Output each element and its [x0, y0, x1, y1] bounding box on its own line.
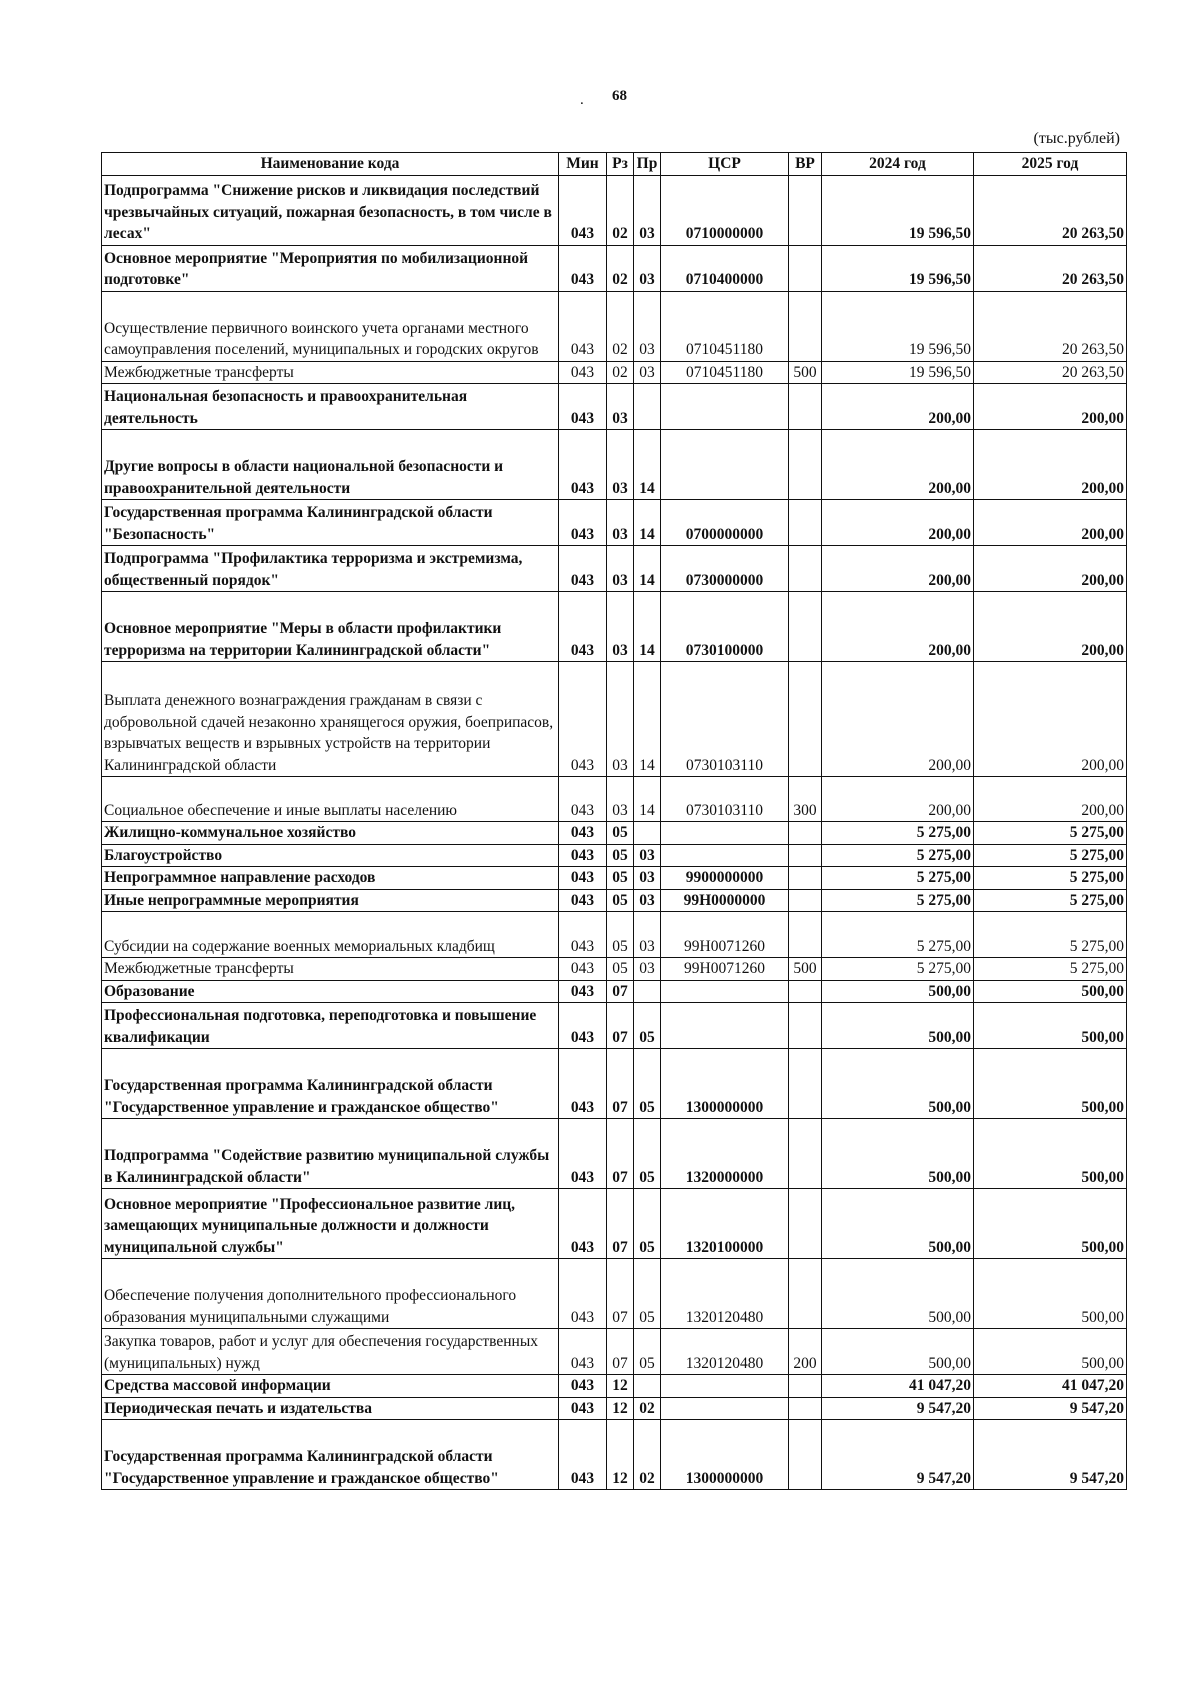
- table-row: [102, 1189, 1127, 1259]
- cell-rz: 03: [607, 546, 634, 592]
- cell-csr: 1300000000: [661, 1049, 789, 1119]
- cell-2025: 5 275,00: [974, 867, 1127, 890]
- cell-2024: 5 275,00: [822, 958, 974, 981]
- cell-min: 043: [559, 1049, 607, 1119]
- cell-2024: 41 047,20: [822, 1375, 974, 1398]
- cell-2024: 5 275,00: [822, 822, 974, 845]
- cell-2025: 20 263,50: [974, 361, 1127, 384]
- cell-2024: 5 275,00: [822, 867, 974, 890]
- cell-2025: 5 275,00: [974, 889, 1127, 912]
- col-header-vr: ВР: [789, 153, 822, 176]
- cell-min: 043: [559, 958, 607, 981]
- cell-2025: 500,00: [974, 1003, 1127, 1049]
- cell-rz: 05: [607, 822, 634, 845]
- cell-name: Подпрограмма "Снижение рисков и ликвидация последствий чрезвычайных ситуаций, пожарная безопасность, в том числе в лесах": [102, 175, 559, 245]
- cell-2024: 5 275,00: [822, 912, 974, 958]
- table-row: [102, 430, 1127, 500]
- table-row: [102, 1329, 1127, 1375]
- cell-csr: 99Н0000000: [661, 889, 789, 912]
- cell-vr: [789, 1189, 822, 1259]
- cell-name: Профессиональная подготовка, переподготовка и повышение квалификации: [102, 1003, 559, 1049]
- cell-2024: 9 547,20: [822, 1397, 974, 1420]
- cell-csr: 99Н0071260: [661, 912, 789, 958]
- cell-rz: 12: [607, 1375, 634, 1398]
- col-header-name: Наименование кода: [102, 153, 559, 176]
- cell-csr: 1300000000: [661, 1420, 789, 1490]
- cell-name: Образование: [102, 980, 559, 1003]
- cell-pr: 14: [634, 777, 661, 822]
- cell-min: 043: [559, 1329, 607, 1375]
- cell-vr: [789, 912, 822, 958]
- cell-min: 043: [559, 912, 607, 958]
- cell-2025: 200,00: [974, 430, 1127, 500]
- cell-min: 043: [559, 384, 607, 430]
- cell-rz: 03: [607, 500, 634, 546]
- cell-min: 043: [559, 1420, 607, 1490]
- cell-csr: 0710451180: [661, 291, 789, 361]
- cell-vr: [789, 1397, 822, 1420]
- cell-pr: 14: [634, 592, 661, 662]
- cell-2024: 19 596,50: [822, 291, 974, 361]
- cell-2025: 200,00: [974, 592, 1127, 662]
- cell-name: Выплата денежного вознаграждения гражданам в связи с добровольной сдачей незаконно хранящегося оружия, боеприпасов, взрывчатых веществ и взрывных устройств на территории Калининградской области: [102, 662, 559, 777]
- table-row: [102, 1003, 1127, 1049]
- cell-pr: 02: [634, 1420, 661, 1490]
- cell-2025: 500,00: [974, 1329, 1127, 1375]
- cell-csr: 0730100000: [661, 592, 789, 662]
- cell-name: Социальное обеспечение и иные выплаты населению: [102, 777, 559, 822]
- header-row: [102, 153, 1127, 176]
- page-number: 68: [612, 88, 627, 104]
- cell-2024: 500,00: [822, 1049, 974, 1119]
- cell-min: 043: [559, 777, 607, 822]
- cell-2024: 200,00: [822, 662, 974, 777]
- cell-vr: [789, 175, 822, 245]
- table-row: [102, 912, 1127, 958]
- cell-2025: 5 275,00: [974, 912, 1127, 958]
- cell-csr: 0730000000: [661, 546, 789, 592]
- cell-min: 043: [559, 175, 607, 245]
- cell-vr: [789, 1259, 822, 1329]
- cell-name: Основное мероприятие "Мероприятия по мобилизационной подготовке": [102, 245, 559, 291]
- cell-vr: [789, 1003, 822, 1049]
- table-row: [102, 889, 1127, 912]
- table-body: [102, 175, 1127, 1490]
- cell-2025: 20 263,50: [974, 245, 1127, 291]
- cell-vr: 500: [789, 361, 822, 384]
- cell-vr: [789, 1375, 822, 1398]
- cell-min: 043: [559, 844, 607, 867]
- cell-vr: [789, 500, 822, 546]
- cell-csr: 1320100000: [661, 1189, 789, 1259]
- cell-rz: 03: [607, 592, 634, 662]
- cell-pr: 14: [634, 430, 661, 500]
- cell-pr: 03: [634, 844, 661, 867]
- cell-pr: 03: [634, 175, 661, 245]
- cell-rz: 02: [607, 361, 634, 384]
- cell-csr: 0730103110: [661, 777, 789, 822]
- cell-vr: [789, 291, 822, 361]
- cell-pr: 05: [634, 1119, 661, 1189]
- cell-csr: 99Н0071260: [661, 958, 789, 981]
- cell-vr: [789, 889, 822, 912]
- cell-2025: 500,00: [974, 1049, 1127, 1119]
- cell-name: Обеспечение получения дополнительного профессионального образования муниципальными служащими: [102, 1259, 559, 1329]
- cell-vr: [789, 867, 822, 890]
- cell-min: 043: [559, 1259, 607, 1329]
- cell-min: 043: [559, 361, 607, 384]
- table-row: [102, 384, 1127, 430]
- cell-2025: 500,00: [974, 1119, 1127, 1189]
- cell-pr: 03: [634, 867, 661, 890]
- cell-name: Средства массовой информации: [102, 1375, 559, 1398]
- cell-min: 043: [559, 430, 607, 500]
- cell-csr: 0700000000: [661, 500, 789, 546]
- cell-pr: 05: [634, 1259, 661, 1329]
- cell-name: Периодическая печать и издательства: [102, 1397, 559, 1420]
- cell-csr: 1320120480: [661, 1329, 789, 1375]
- cell-min: 043: [559, 1003, 607, 1049]
- cell-min: 043: [559, 592, 607, 662]
- cell-2025: 200,00: [974, 777, 1127, 822]
- cell-min: 043: [559, 980, 607, 1003]
- cell-vr: 200: [789, 1329, 822, 1375]
- cell-vr: [789, 1049, 822, 1119]
- cell-min: 043: [559, 889, 607, 912]
- cell-rz: 03: [607, 384, 634, 430]
- cell-rz: 03: [607, 662, 634, 777]
- table-row: [102, 1397, 1127, 1420]
- cell-min: 043: [559, 291, 607, 361]
- cell-2025: 500,00: [974, 980, 1127, 1003]
- cell-vr: [789, 662, 822, 777]
- table-row: [102, 777, 1127, 822]
- cell-name: Основное мероприятие "Профессиональное развитие лиц, замещающих муниципальные должности и должности муниципальной службы": [102, 1189, 559, 1259]
- table-row: [102, 867, 1127, 890]
- cell-pr: 05: [634, 1003, 661, 1049]
- cell-pr: 03: [634, 361, 661, 384]
- cell-name: Межбюджетные трансферты: [102, 958, 559, 981]
- cell-name: Субсидии на содержание военных мемориальных кладбищ: [102, 912, 559, 958]
- cell-vr: [789, 430, 822, 500]
- cell-2025: 41 047,20: [974, 1375, 1127, 1398]
- cell-name: Осуществление первичного воинского учета органами местного самоуправления поселений, муниципальных и городских округов: [102, 291, 559, 361]
- cell-rz: 02: [607, 245, 634, 291]
- cell-2025: 5 275,00: [974, 958, 1127, 981]
- cell-2024: 500,00: [822, 980, 974, 1003]
- cell-name: Национальная безопасность и правоохранительная деятельность: [102, 384, 559, 430]
- table-row: [102, 1119, 1127, 1189]
- cell-min: 043: [559, 662, 607, 777]
- cell-csr: [661, 844, 789, 867]
- cell-rz: 05: [607, 912, 634, 958]
- col-header-rz: Рз: [607, 153, 634, 176]
- cell-csr: [661, 1003, 789, 1049]
- cell-pr: 03: [634, 958, 661, 981]
- table-row: [102, 175, 1127, 245]
- cell-name: Непрограммное направление расходов: [102, 867, 559, 890]
- cell-name: Иные непрограммные мероприятия: [102, 889, 559, 912]
- cell-vr: [789, 245, 822, 291]
- cell-rz: 12: [607, 1397, 634, 1420]
- cell-rz: 02: [607, 291, 634, 361]
- cell-pr: 03: [634, 889, 661, 912]
- col-header-2024: 2024 год: [822, 153, 974, 176]
- col-header-min: Мин: [559, 153, 607, 176]
- cell-pr: 05: [634, 1329, 661, 1375]
- table-row: [102, 1259, 1127, 1329]
- cell-pr: [634, 980, 661, 1003]
- cell-rz: 05: [607, 844, 634, 867]
- cell-rz: 07: [607, 1189, 634, 1259]
- table-row: [102, 1420, 1127, 1490]
- cell-min: 043: [559, 867, 607, 890]
- cell-2024: 19 596,50: [822, 245, 974, 291]
- cell-rz: 07: [607, 1259, 634, 1329]
- cell-name: Государственная программа Калининградской области "Государственное управление и гражданское общество": [102, 1049, 559, 1119]
- cell-2025: 500,00: [974, 1189, 1127, 1259]
- cell-csr: 0710000000: [661, 175, 789, 245]
- cell-vr: 500: [789, 958, 822, 981]
- cell-min: 043: [559, 500, 607, 546]
- cell-vr: [789, 384, 822, 430]
- cell-min: 043: [559, 546, 607, 592]
- cell-name: Другие вопросы в области национальной безопасности и правоохранительной деятельности: [102, 430, 559, 500]
- cell-csr: 0710451180: [661, 361, 789, 384]
- cell-2024: 200,00: [822, 384, 974, 430]
- cell-2025: 9 547,20: [974, 1420, 1127, 1490]
- cell-csr: 1320000000: [661, 1119, 789, 1189]
- cell-pr: 14: [634, 662, 661, 777]
- cell-2024: 200,00: [822, 777, 974, 822]
- cell-2024: 200,00: [822, 592, 974, 662]
- cell-csr: 9900000000: [661, 867, 789, 890]
- cell-pr: 05: [634, 1189, 661, 1259]
- cell-2025: 500,00: [974, 1259, 1127, 1329]
- cell-min: 043: [559, 1397, 607, 1420]
- cell-vr: [789, 980, 822, 1003]
- cell-vr: [789, 1420, 822, 1490]
- table-row: [102, 546, 1127, 592]
- cell-2024: 5 275,00: [822, 844, 974, 867]
- cell-rz: 02: [607, 175, 634, 245]
- cell-pr: 05: [634, 1049, 661, 1119]
- cell-rz: 05: [607, 889, 634, 912]
- cell-rz: 05: [607, 867, 634, 890]
- cell-rz: 07: [607, 1049, 634, 1119]
- table-row: [102, 592, 1127, 662]
- table-row: [102, 980, 1127, 1003]
- cell-name: Государственная программа Калининградской области "Безопасность": [102, 500, 559, 546]
- table-row: [102, 1049, 1127, 1119]
- cell-name: Подпрограмма "Профилактика терроризма и экстремизма, общественный порядок": [102, 546, 559, 592]
- table-row: [102, 662, 1127, 777]
- cell-2025: 20 263,50: [974, 291, 1127, 361]
- cell-vr: [789, 1119, 822, 1189]
- cell-2024: 500,00: [822, 1189, 974, 1259]
- cell-2024: 19 596,50: [822, 361, 974, 384]
- cell-vr: [789, 592, 822, 662]
- cell-2025: 9 547,20: [974, 1397, 1127, 1420]
- cell-name: Государственная программа Калининградской области "Государственное управление и гражданское общество": [102, 1420, 559, 1490]
- cell-csr: [661, 980, 789, 1003]
- cell-2024: 500,00: [822, 1003, 974, 1049]
- table-row: [102, 1375, 1127, 1398]
- cell-rz: 03: [607, 777, 634, 822]
- cell-name: Закупка товаров, работ и услуг для обеспечения государственных (муниципальных) нужд: [102, 1329, 559, 1375]
- cell-2024: 5 275,00: [822, 889, 974, 912]
- col-header-csr: ЦСР: [661, 153, 789, 176]
- cell-pr: [634, 1375, 661, 1398]
- cell-rz: 05: [607, 958, 634, 981]
- cell-rz: 03: [607, 430, 634, 500]
- cell-rz: 07: [607, 1003, 634, 1049]
- cell-rz: 07: [607, 980, 634, 1003]
- cell-min: 043: [559, 1189, 607, 1259]
- cell-2024: 200,00: [822, 500, 974, 546]
- cell-csr: [661, 384, 789, 430]
- cell-name: Благоустройство: [102, 844, 559, 867]
- cell-min: 043: [559, 822, 607, 845]
- cell-name: Межбюджетные трансферты: [102, 361, 559, 384]
- budget-table: [101, 152, 1127, 1490]
- cell-csr: [661, 1375, 789, 1398]
- cell-pr: 14: [634, 500, 661, 546]
- cell-min: 043: [559, 245, 607, 291]
- cell-2025: 200,00: [974, 546, 1127, 592]
- units-label: (тыс.рублей): [1033, 130, 1120, 147]
- cell-name: Основное мероприятие "Меры в области профилактики терроризма на территории Калининградской области": [102, 592, 559, 662]
- cell-2025: 200,00: [974, 500, 1127, 546]
- cell-rz: 07: [607, 1329, 634, 1375]
- cell-2025: 5 275,00: [974, 844, 1127, 867]
- cell-min: 043: [559, 1119, 607, 1189]
- table-row: [102, 822, 1127, 845]
- table-row: [102, 291, 1127, 361]
- cell-2024: 500,00: [822, 1329, 974, 1375]
- col-header-2025: 2025 год: [974, 153, 1127, 176]
- cell-csr: [661, 1397, 789, 1420]
- cell-pr: 03: [634, 291, 661, 361]
- table-row: [102, 245, 1127, 291]
- cell-pr: 03: [634, 245, 661, 291]
- cell-pr: 02: [634, 1397, 661, 1420]
- table-row: [102, 958, 1127, 981]
- cell-vr: [789, 822, 822, 845]
- page-mark: .: [580, 92, 584, 108]
- cell-2024: 200,00: [822, 430, 974, 500]
- cell-min: 043: [559, 1375, 607, 1398]
- cell-pr: 03: [634, 912, 661, 958]
- cell-2024: 500,00: [822, 1259, 974, 1329]
- table-row: [102, 361, 1127, 384]
- cell-pr: [634, 822, 661, 845]
- cell-rz: 12: [607, 1420, 634, 1490]
- cell-2024: 500,00: [822, 1119, 974, 1189]
- cell-2025: 200,00: [974, 384, 1127, 430]
- table-row: [102, 500, 1127, 546]
- cell-2024: 19 596,50: [822, 175, 974, 245]
- cell-name: Жилищно-коммунальное хозяйство: [102, 822, 559, 845]
- table-row: [102, 844, 1127, 867]
- cell-csr: 0710400000: [661, 245, 789, 291]
- cell-pr: 14: [634, 546, 661, 592]
- cell-csr: [661, 430, 789, 500]
- cell-name: Подпрограмма "Содействие развитию муниципальной службы в Калининградской области": [102, 1119, 559, 1189]
- cell-vr: [789, 546, 822, 592]
- cell-rz: 07: [607, 1119, 634, 1189]
- cell-2025: 20 263,50: [974, 175, 1127, 245]
- cell-csr: 1320120480: [661, 1259, 789, 1329]
- cell-pr: [634, 384, 661, 430]
- cell-vr: [789, 844, 822, 867]
- cell-2025: 200,00: [974, 662, 1127, 777]
- cell-csr: 0730103110: [661, 662, 789, 777]
- cell-csr: [661, 822, 789, 845]
- col-header-pr: Пр: [634, 153, 661, 176]
- cell-2025: 5 275,00: [974, 822, 1127, 845]
- cell-vr: 300: [789, 777, 822, 822]
- cell-2024: 9 547,20: [822, 1420, 974, 1490]
- cell-2024: 200,00: [822, 546, 974, 592]
